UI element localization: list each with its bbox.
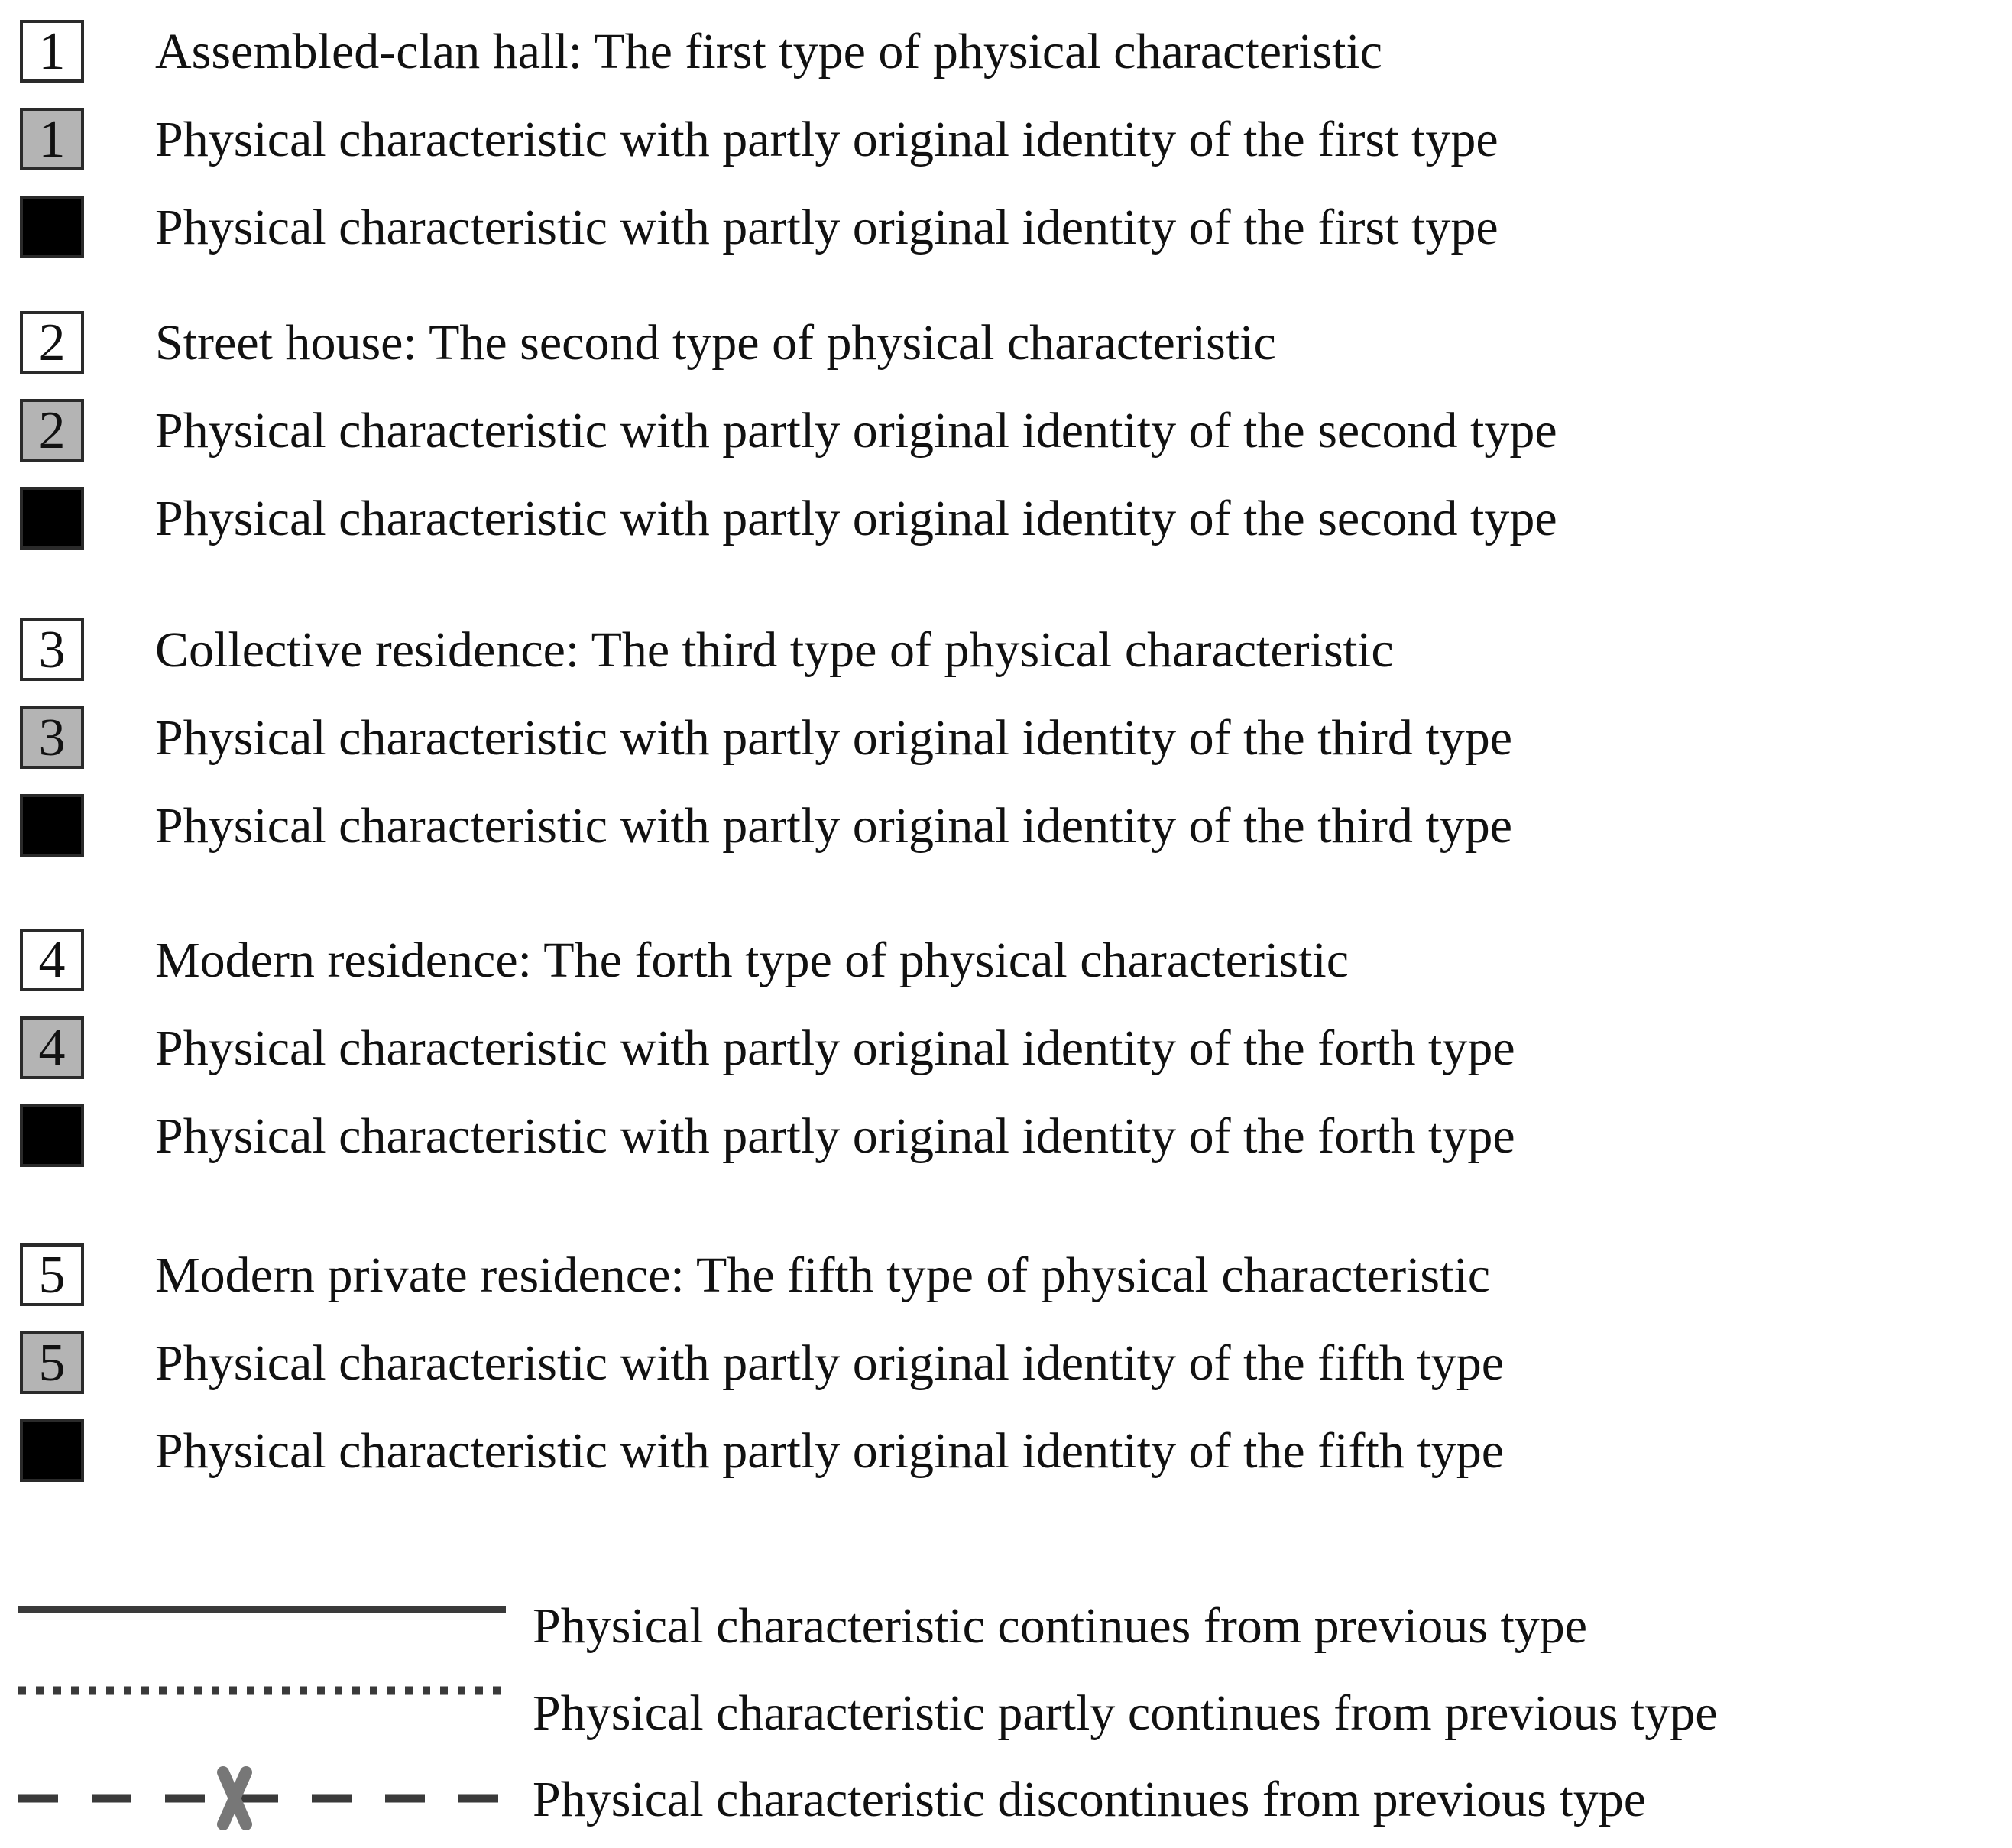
legend-item-label: Physical characteristic with partly original identity of the third type xyxy=(155,798,1513,854)
legend-item-label: Physical characteristic with partly original identity of the fifth type xyxy=(155,1335,1504,1391)
legend-item xyxy=(0,705,2012,775)
type-2-black-swatch xyxy=(20,487,84,550)
legend-item xyxy=(0,1330,2012,1400)
legend-item-label: Physical characteristic with partly original identity of the first type xyxy=(155,199,1498,255)
legend-item xyxy=(0,194,2012,264)
legend-item xyxy=(0,310,2012,380)
type-5-gray-swatch: 5 xyxy=(20,1331,84,1394)
legend-item xyxy=(0,485,2012,556)
legend-item-label: Physical characteristic with partly original identity of the forth type xyxy=(155,1020,1515,1076)
legend-item xyxy=(0,397,2012,468)
dotted-line-symbol xyxy=(15,1675,512,1752)
legend-item xyxy=(0,1418,2012,1488)
line-legend-item xyxy=(0,1588,2012,1665)
line-legend-label: Physical characteristic partly continues from previous type xyxy=(533,1685,1718,1741)
legend-item-label: Modern residence: The forth type of physical characteristic xyxy=(155,932,1349,988)
legend-item-label: Physical characteristic with partly original identity of the second type xyxy=(155,403,1557,459)
type-3-gray-swatch: 3 xyxy=(20,706,84,769)
legend-item-label: Physical characteristic with partly original identity of the forth type xyxy=(155,1108,1515,1164)
line-legend-item xyxy=(0,1762,2012,1838)
legend-item xyxy=(0,106,2012,177)
legend-item-label: Street house: The second type of physical characteristic xyxy=(155,315,1276,371)
type-5-black-swatch xyxy=(20,1419,84,1482)
legend-item xyxy=(0,1103,2012,1173)
legend-item-label: Assembled-clan hall: The first type of physical characteristic xyxy=(155,24,1383,79)
type-4-gray-swatch: 4 xyxy=(20,1016,84,1079)
legend-item xyxy=(0,1015,2012,1085)
legend-item-label: Physical characteristic with partly original identity of the first type xyxy=(155,112,1498,167)
type-3-white-swatch: 3 xyxy=(20,618,84,681)
legend-item xyxy=(0,1242,2012,1312)
legend-item xyxy=(0,927,2012,997)
dashed-cross-line-symbol xyxy=(15,1762,512,1838)
legend-item-label: Collective residence: The third type of physical characteristic xyxy=(155,622,1394,678)
type-5-white-swatch: 5 xyxy=(20,1243,84,1306)
legend-item-label: Physical characteristic with partly original identity of the third type xyxy=(155,710,1513,766)
line-legend-label: Physical characteristic continues from previous type xyxy=(533,1598,1588,1654)
type-2-white-swatch: 2 xyxy=(20,311,84,374)
solid-line-symbol xyxy=(15,1588,512,1665)
type-1-white-swatch: 1 xyxy=(20,20,84,83)
type-4-black-swatch xyxy=(20,1104,84,1167)
legend-item xyxy=(0,617,2012,687)
legend-item-label: Physical characteristic with partly original identity of the fifth type xyxy=(155,1423,1504,1479)
type-2-gray-swatch: 2 xyxy=(20,399,84,462)
type-1-gray-swatch: 1 xyxy=(20,108,84,170)
type-3-black-swatch xyxy=(20,794,84,857)
type-4-white-swatch: 4 xyxy=(20,929,84,991)
line-legend-item xyxy=(0,1675,2012,1752)
type-1-black-swatch xyxy=(20,196,84,258)
legend-item-label: Modern private residence: The fifth type of physical characteristic xyxy=(155,1247,1491,1303)
legend-item xyxy=(0,18,2012,89)
legend-item xyxy=(0,793,2012,863)
line-legend-label: Physical characteristic discontinues from previous type xyxy=(533,1772,1647,1827)
legend-item-label: Physical characteristic with partly original identity of the second type xyxy=(155,491,1557,546)
